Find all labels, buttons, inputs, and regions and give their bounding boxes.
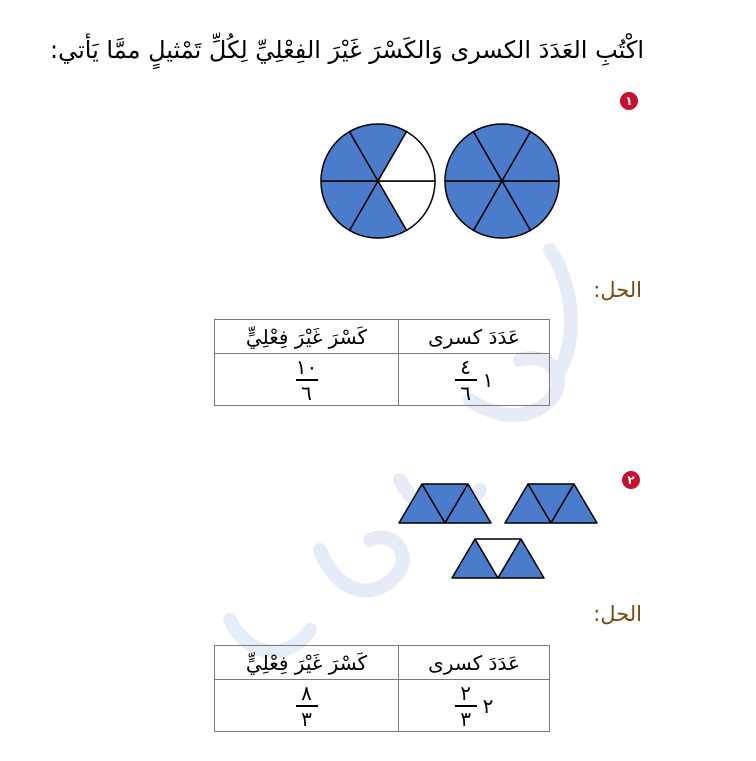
- improper-fraction: [296, 356, 318, 404]
- numerator: ٤: [460, 354, 471, 379]
- problem-1-circles: [318, 121, 562, 241]
- problem-1-number: ١: [620, 92, 638, 110]
- improper-fraction-cell: [215, 354, 399, 406]
- denominator: ٦: [460, 380, 471, 405]
- numerator: ٢: [460, 680, 471, 705]
- improper-fraction: [296, 682, 318, 730]
- problem-2-trapezoids: [396, 482, 606, 582]
- problem-1-solution-label: الحل:: [593, 278, 642, 302]
- mixed-number-cell: [399, 354, 550, 406]
- numerator: ١٠: [295, 354, 318, 379]
- denominator: ٣: [301, 706, 312, 731]
- mixed-fraction: [455, 356, 477, 404]
- header-improper-fraction: كَسْرَ غَيْرَ فِعْلِيٍّ: [215, 646, 399, 680]
- problem-2-number: ٢: [622, 471, 640, 489]
- header-mixed-number: عَدَدَ كسرى: [399, 646, 550, 680]
- circle-right: [445, 124, 559, 238]
- trapezoid-bottom: [452, 539, 544, 578]
- improper-fraction-cell: [215, 680, 399, 732]
- mixed-whole: ١: [482, 367, 494, 392]
- header-mixed-number: عَدَدَ كسرى: [399, 320, 550, 354]
- instruction-text: اكْتُبِ العَدَدَ الكسرى وَالكَسْرَ غَيْرَ الفِعْلِيِّ لِكُلِّ تَمْثيلٍ ممَّا يَأتي:: [50, 36, 644, 64]
- mixed-number-cell: [399, 680, 550, 732]
- problem-2-solution-label: الحل:: [593, 602, 642, 626]
- header-improper-fraction: كَسْرَ غَيْرَ فِعْلِيٍّ: [215, 320, 399, 354]
- mixed-fraction: [455, 682, 477, 730]
- problem-2-answer-table: [214, 645, 550, 732]
- numerator: ٨: [301, 680, 312, 705]
- watermark: [170, 220, 730, 690]
- problem-1-answer-table: [214, 319, 550, 406]
- circle-left: [321, 124, 435, 238]
- trapezoid-left: [399, 484, 491, 523]
- mixed-whole: ٢: [482, 693, 494, 718]
- denominator: ٦: [301, 380, 312, 405]
- denominator: ٣: [460, 706, 471, 731]
- trapezoid-right: [505, 484, 597, 523]
